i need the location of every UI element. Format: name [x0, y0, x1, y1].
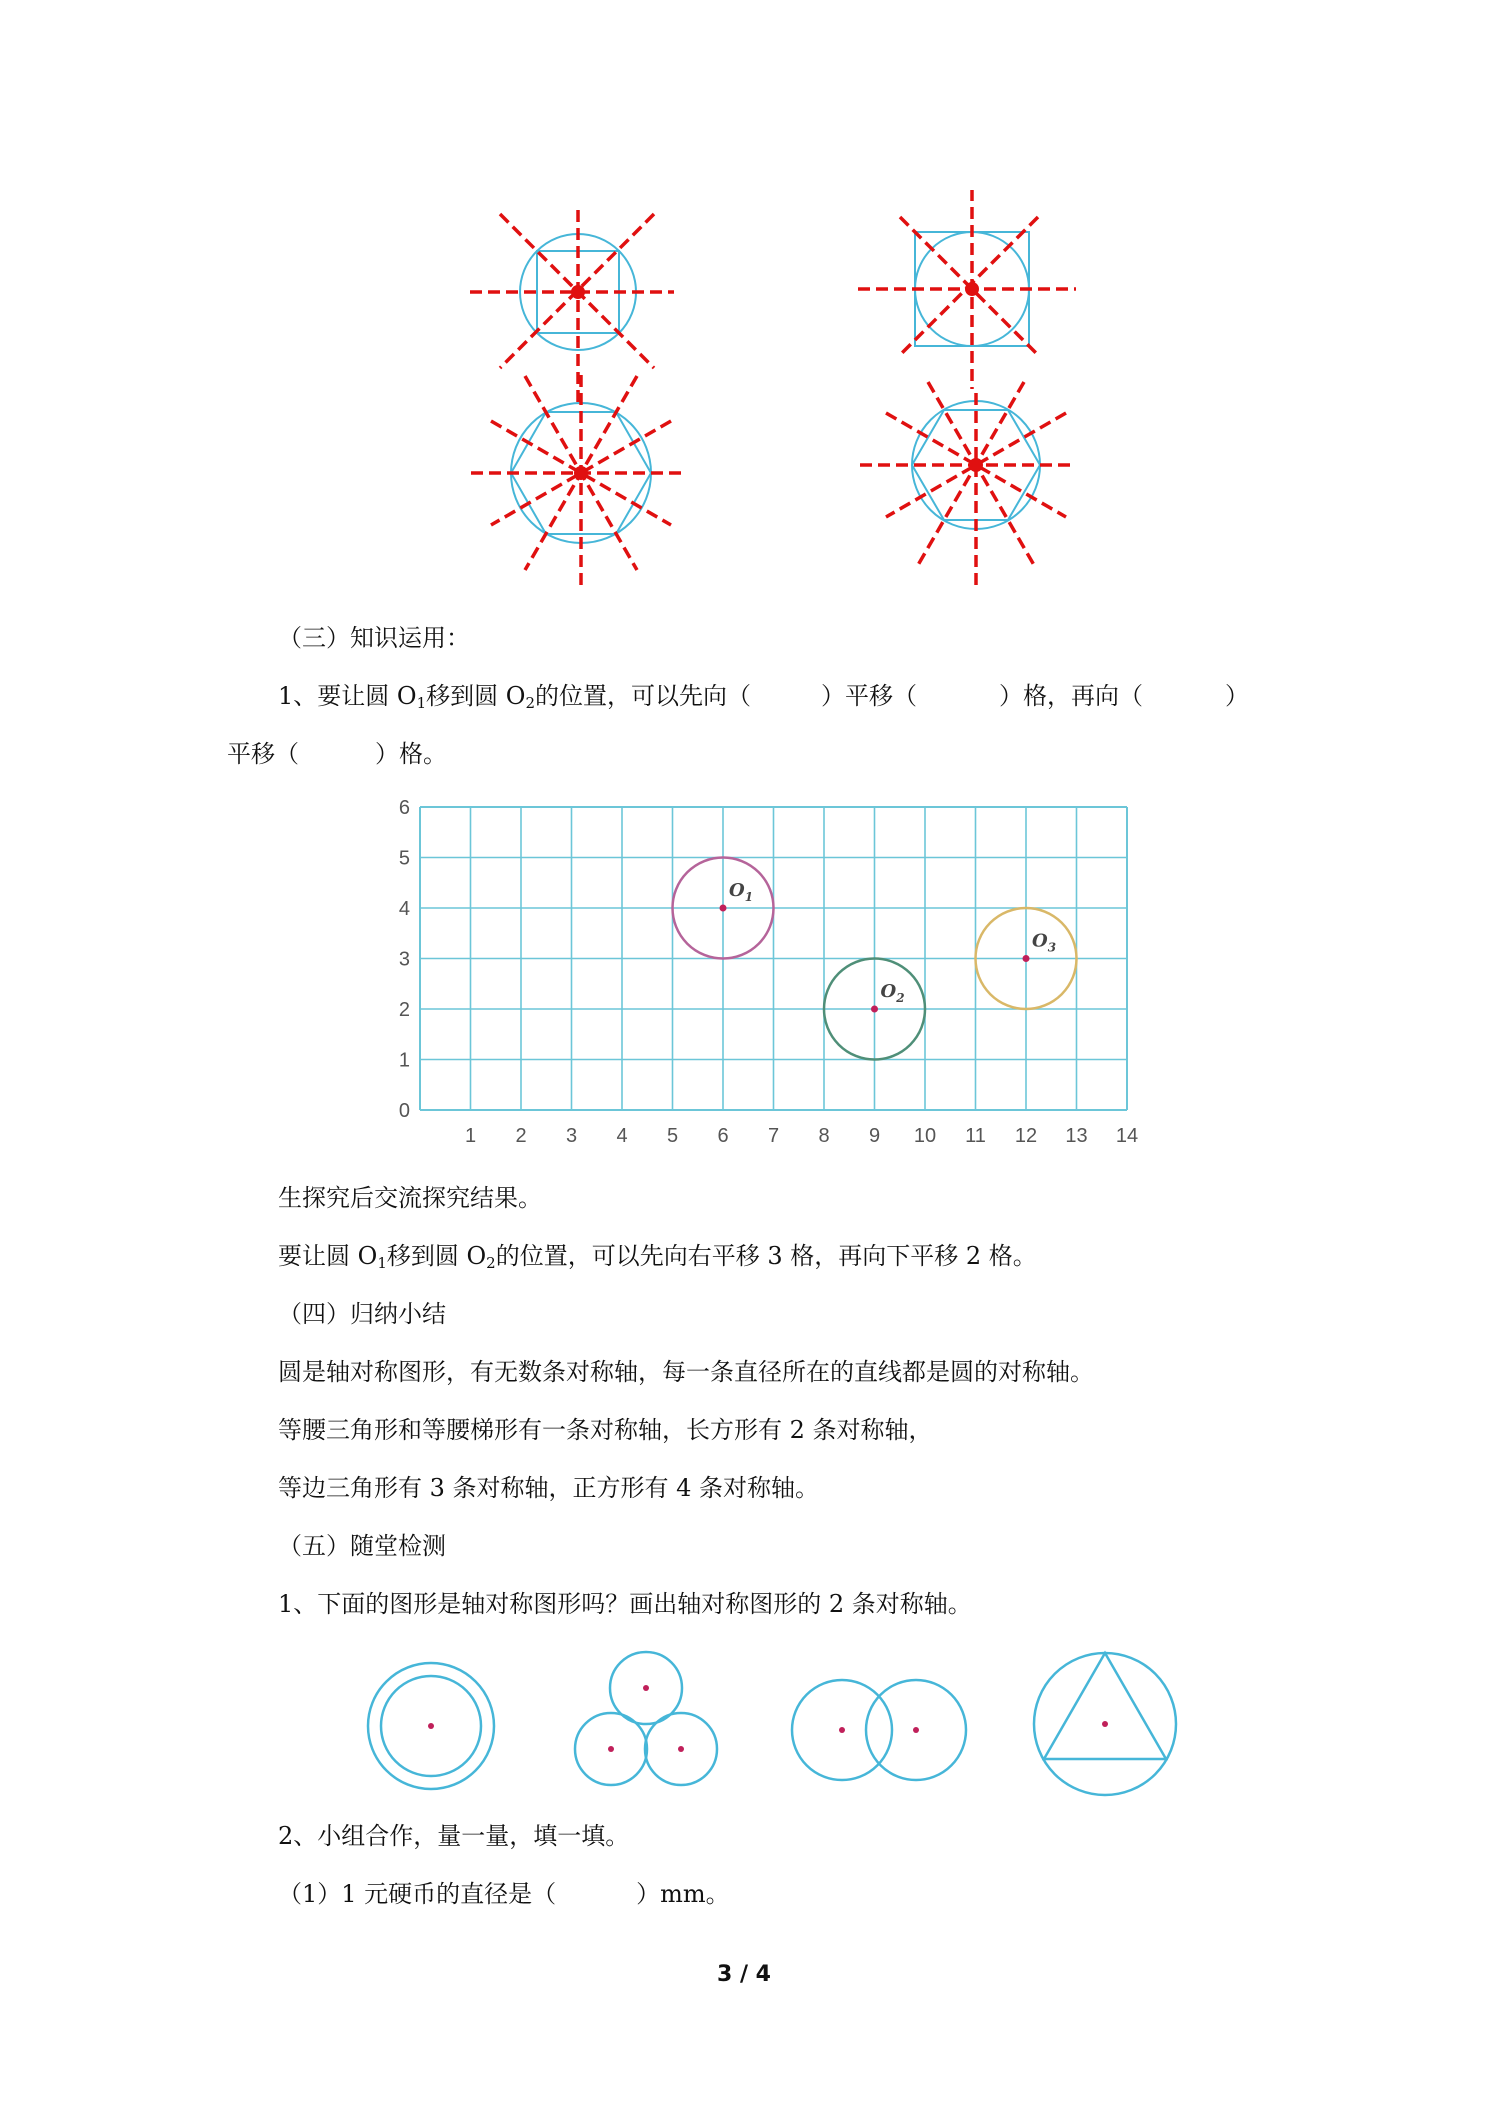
- symmetry-axes-figure: [440, 190, 1080, 600]
- q1-text-g: 平移（: [227, 740, 299, 768]
- y-tick-label: 2: [398, 999, 410, 1021]
- grid-tick-labels: [399, 800, 1138, 1147]
- answer-intro: 生探究后交流探究结果。: [278, 1184, 542, 1212]
- summary-line-2: 等腰三角形和等腰梯形有一条对称轴，长方形有 2 条对称轴，: [278, 1416, 933, 1444]
- q1-text-c: 的位置，可以先向（: [534, 682, 751, 710]
- q1-text-h: ）格。: [375, 740, 447, 768]
- test-question-2-1: [278, 1878, 730, 1910]
- y-tick-label: 4: [398, 898, 410, 920]
- circle-center-point: [720, 905, 727, 912]
- circle-square-figure-1: [470, 210, 674, 404]
- circle-center-point: [871, 1006, 878, 1013]
- y-tick-label: 3: [398, 948, 410, 971]
- answer-text: [278, 1240, 1037, 1272]
- q1-text-b: 移到圆 O: [426, 682, 526, 710]
- question-1-line-2: [227, 738, 447, 770]
- y-tick-label: 6: [398, 800, 410, 819]
- q1-sub-2: 2: [525, 694, 535, 712]
- q1-text-a: 1、要让圆 O: [278, 682, 417, 710]
- question-1-line-1: [278, 680, 1249, 712]
- q1-sub-1: 1: [416, 694, 427, 712]
- answer-sub-2: 2: [486, 1254, 496, 1272]
- three-circles-shape: [575, 1652, 717, 1785]
- x-tick-label: 12: [1014, 1125, 1038, 1147]
- circle-center-point: [1023, 955, 1030, 962]
- q2-1-text-b: ）mm。: [636, 1880, 730, 1908]
- y-tick-label: 0: [398, 1100, 410, 1122]
- square-circle-figure-2: [858, 190, 1076, 389]
- x-tick-label: 11: [965, 1125, 986, 1147]
- x-tick-label: 5: [666, 1125, 679, 1147]
- x-tick-label: 8: [818, 1125, 830, 1147]
- answer-text-c: 的位置，可以先向右平移 3 格，再向下平移 2 格。: [495, 1242, 1037, 1270]
- summary-line-3: 等边三角形有 3 条对称轴，正方形有 4 条对称轴。: [278, 1474, 820, 1502]
- q2-1-text-a: （1）1 元硬币的直径是（: [278, 1880, 557, 1908]
- section3-heading: （三）知识运用：: [278, 624, 470, 652]
- x-tick-label: 2: [515, 1125, 527, 1147]
- y-tick-label: 5: [398, 847, 410, 870]
- grid-lines: [420, 807, 1127, 1110]
- summary-line-1: 圆是轴对称图形，有无数条对称轴，每一条直径所在的直线都是圆的对称轴。: [278, 1358, 1094, 1386]
- test-question-2: 2、小组合作，量一量，填一填。: [278, 1822, 630, 1850]
- x-tick-label: 13: [1065, 1125, 1088, 1147]
- answer-text-b: 移到圆 O: [386, 1242, 487, 1270]
- section4-heading: （四）归纳小结: [278, 1300, 446, 1328]
- y-tick-label: 1: [398, 1049, 410, 1072]
- answer-text-a: 要让圆 O: [278, 1242, 378, 1270]
- x-tick-label: 10: [913, 1125, 937, 1147]
- x-tick-label: 7: [767, 1125, 780, 1147]
- x-tick-label: 1: [464, 1125, 477, 1147]
- hexagon-figure-3: [471, 375, 685, 587]
- hexagon-figure-4: [860, 382, 1072, 585]
- circle-center-label: $O_2$: [880, 981, 905, 1005]
- x-tick-label: 3: [565, 1125, 578, 1147]
- circle-triangle-shape: [1034, 1653, 1176, 1795]
- circle-center-label: $O_1$: [729, 880, 754, 904]
- x-tick-label: 6: [717, 1125, 729, 1147]
- overlapping-circles-shape: [792, 1680, 966, 1780]
- x-tick-label: 9: [868, 1125, 881, 1147]
- test-question-1: 1、下面的图形是轴对称图形吗？画出轴对称图形的 2 条对称轴。: [278, 1590, 972, 1618]
- x-tick-label: 4: [616, 1125, 628, 1147]
- x-tick-label: 14: [1115, 1125, 1139, 1147]
- q1-text-d: ）平移（: [820, 682, 917, 710]
- section5-heading: （五）随堂检测: [278, 1532, 446, 1560]
- q1-text-f: ）: [1224, 682, 1249, 710]
- q1-text-e: ）格，再向（: [998, 682, 1143, 710]
- page-number: 3 / 4: [717, 1962, 771, 1987]
- test-shapes-figure: [350, 1640, 1200, 1800]
- answer-sub-1: 1: [377, 1254, 387, 1272]
- circle-center-label: $O_3$: [1032, 930, 1057, 955]
- concentric-circles-shape: [368, 1663, 494, 1789]
- coordinate-grid-figure: [390, 800, 1150, 1150]
